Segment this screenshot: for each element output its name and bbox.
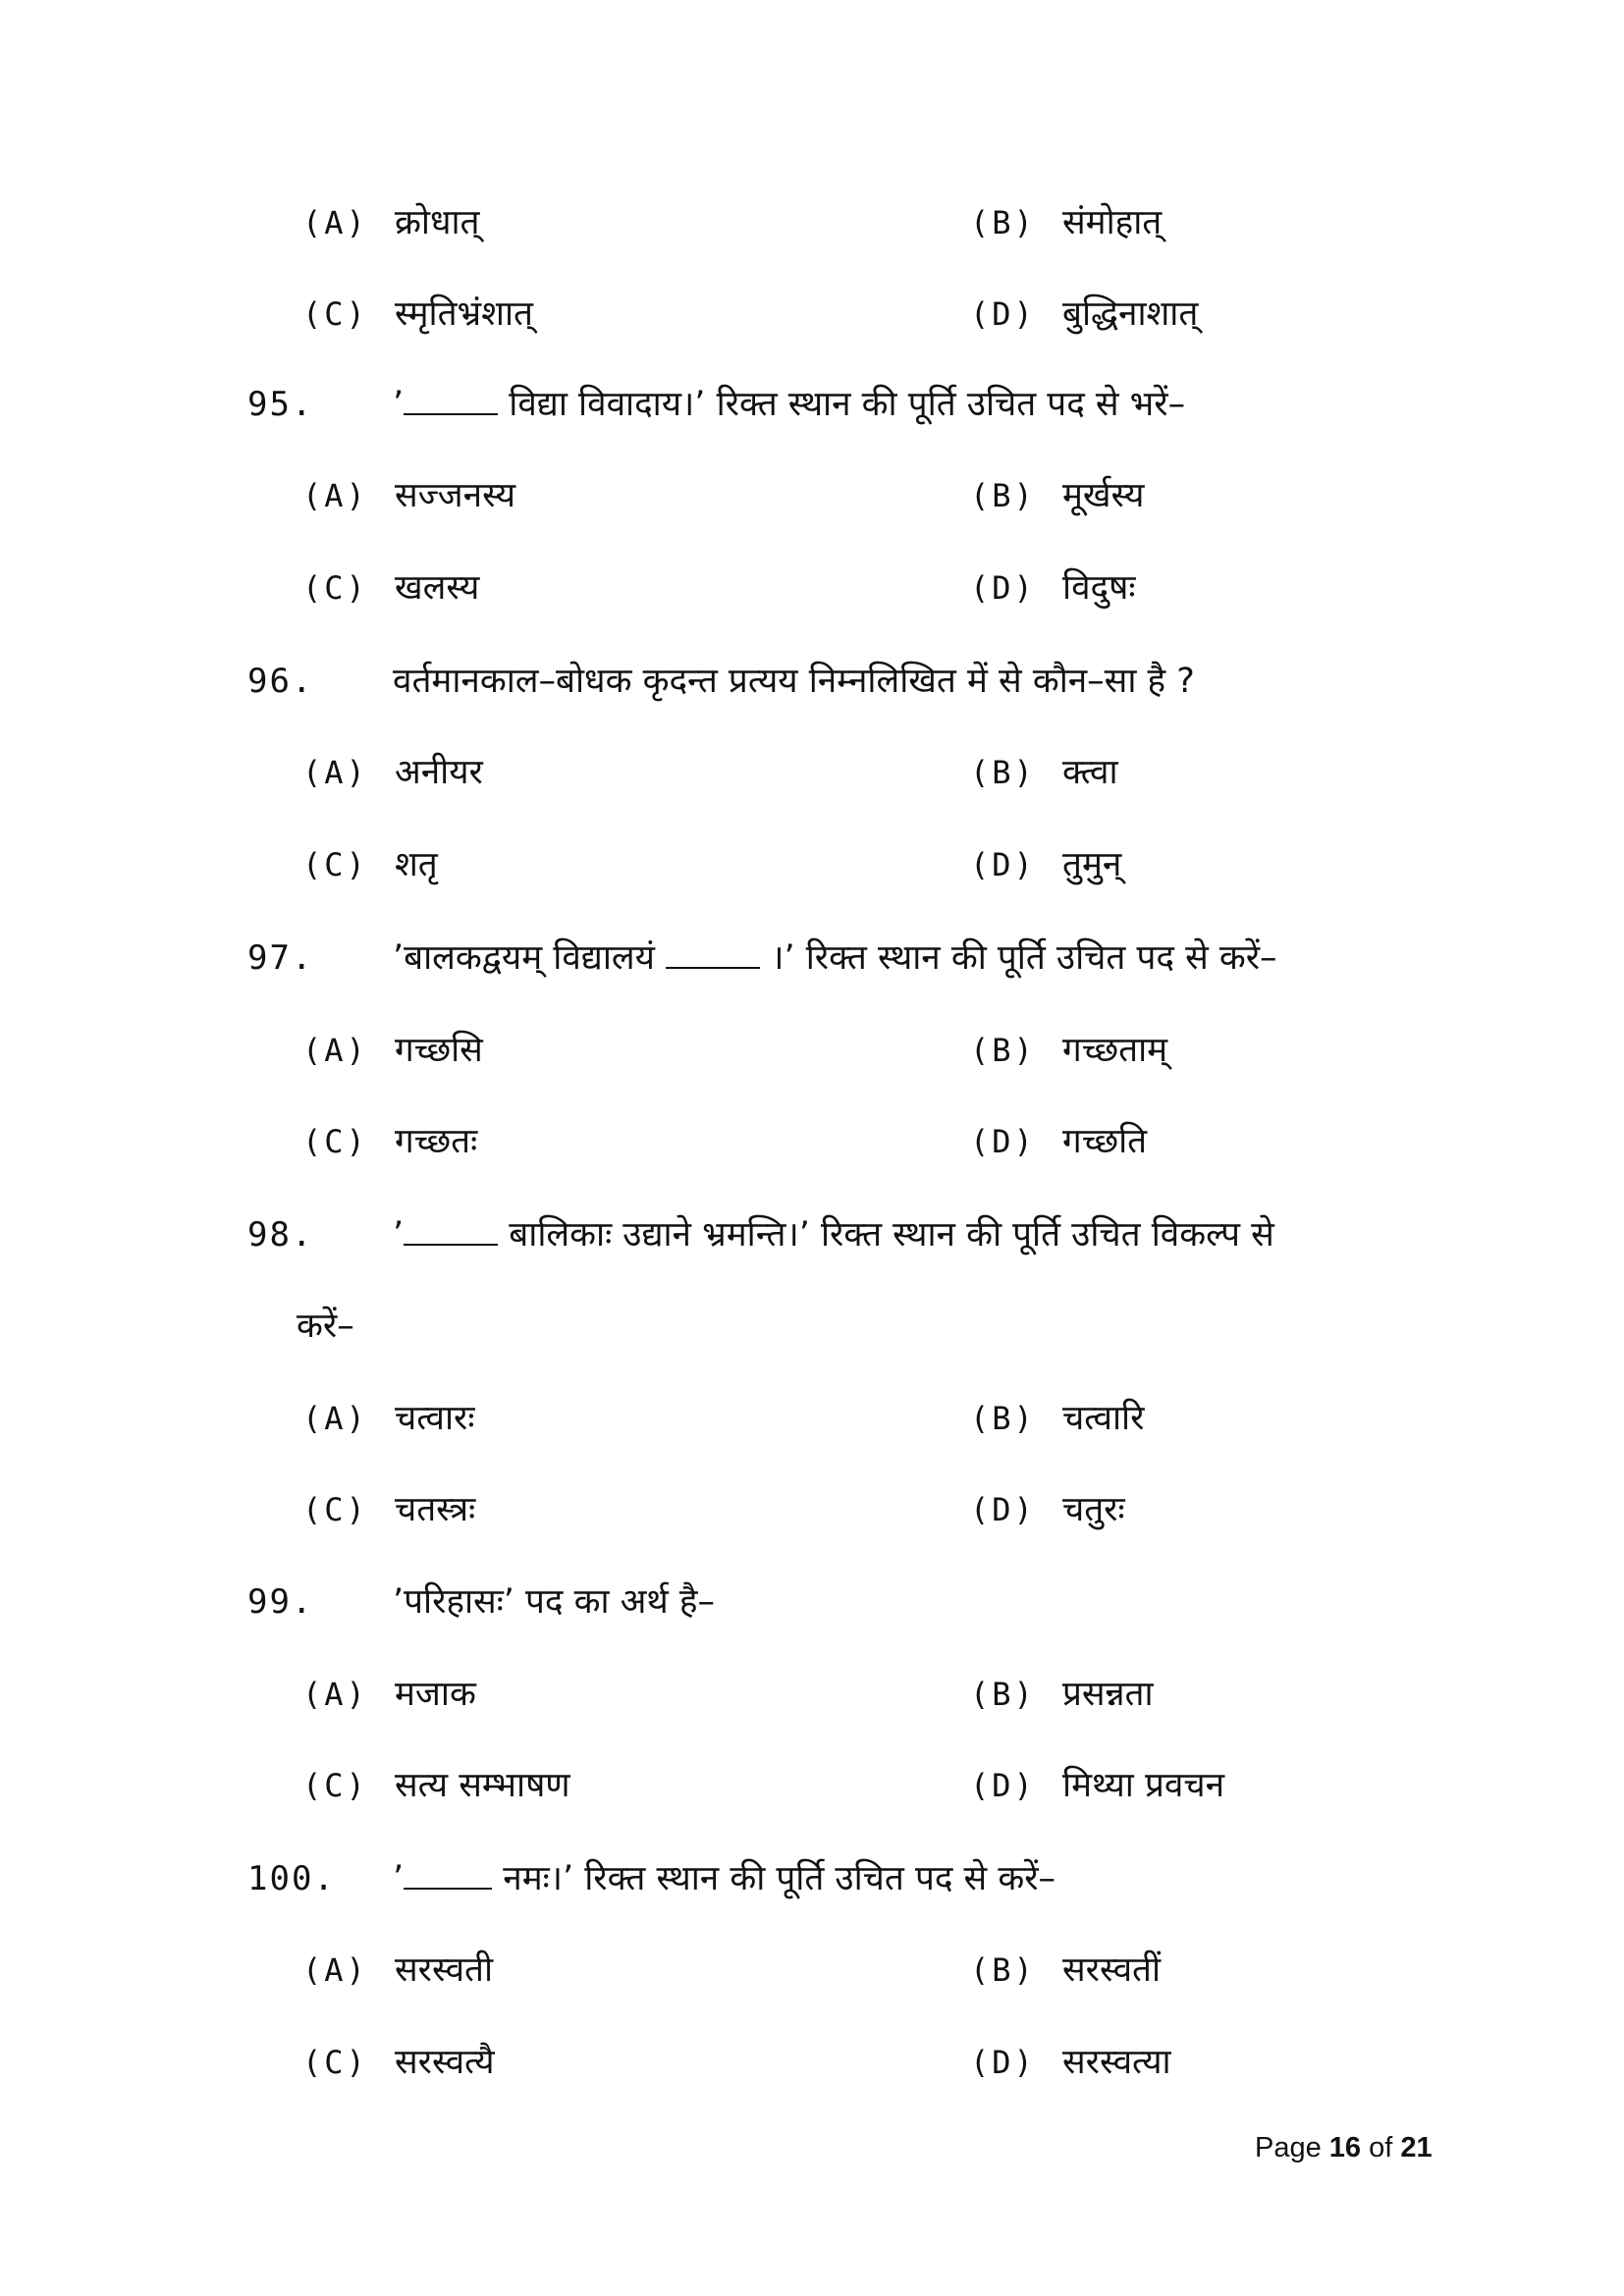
question-number: 100. (247, 1859, 336, 1898)
q94-options-row-1 (0, 193, 1624, 252)
option-text: चत्वारः (395, 1399, 475, 1438)
q99-options-row-2 (0, 1756, 1624, 1815)
option-text: चतुरः (1062, 1490, 1125, 1529)
question-text-after: ।’ रिक्त स्थान की पूर्ति उचित पद से करें– (771, 938, 1277, 978)
q96-question (0, 652, 1624, 711)
q97-options-row-2 (0, 1112, 1624, 1171)
option-text: तुमुन् (1062, 845, 1122, 884)
q99-options-row-1 (0, 1665, 1624, 1724)
option-label: (B) (970, 1951, 1036, 1989)
option-text: चत्वारि (1062, 1399, 1145, 1438)
fill-blank (404, 378, 498, 415)
fill-blank (404, 1852, 492, 1890)
option-label: (B) (970, 1676, 1036, 1713)
option-text: सत्य सम्भाषण (395, 1766, 570, 1805)
question-text (393, 1205, 1274, 1264)
option-text: गच्छति (1062, 1122, 1148, 1161)
current-page-number: 16 (1328, 2132, 1362, 2163)
q95-options-row-2 (0, 559, 1624, 617)
option-label: (A) (302, 1951, 368, 1989)
option-label: (B) (970, 754, 1036, 791)
question-text (393, 929, 1277, 988)
q96-options-row-1 (0, 743, 1624, 802)
question-number: 99. (247, 1582, 314, 1622)
option-label: (C) (302, 1491, 368, 1528)
option-label: (C) (302, 295, 368, 333)
fill-blank (666, 932, 760, 969)
option-text: गच्छसि (395, 1031, 483, 1070)
option-text: क्त्वा (1062, 753, 1118, 792)
open-quote: ’ (393, 1215, 405, 1255)
question-text: वर्तमानकाल–बोधक कृदन्त प्रत्यय निम्नलिखित में से कौन–सा है ? (393, 662, 1195, 701)
option-text: सरस्वती (395, 1950, 494, 1990)
question-text-body: बालिकाः उद्याने भ्रमन्ति।’ रिक्त स्थान की पूर्ति उचित विकल्प से (509, 1215, 1274, 1255)
question-text-before: ’बालकद्वयम् विद्यालयं (393, 938, 655, 978)
question-number: 97. (247, 938, 314, 978)
option-label: (A) (302, 1676, 368, 1713)
q98-question-continued (0, 1297, 1624, 1356)
option-text: मजाक (395, 1675, 476, 1714)
option-label: (C) (302, 1123, 368, 1160)
of-word: of (1369, 2132, 1393, 2163)
option-label: (D) (970, 569, 1036, 607)
question-number: 98. (247, 1215, 314, 1255)
option-label: (D) (970, 2044, 1036, 2081)
option-text: स्मृतिभ्रंशात् (395, 294, 533, 334)
option-text: अनीयर (395, 753, 483, 792)
q96-options-row-2 (0, 835, 1624, 894)
question-text: ’परिहासः’ पद का अर्थ है– (393, 1582, 715, 1622)
option-text: चतस्त्रः (395, 1490, 476, 1529)
option-text: गच्छताम् (1062, 1031, 1168, 1070)
option-label: (A) (302, 204, 368, 241)
option-label: (A) (302, 1400, 368, 1437)
q100-options-row-1 (0, 1941, 1624, 2000)
q97-question (0, 929, 1624, 988)
option-label: (B) (970, 204, 1036, 241)
q94-options-row-2 (0, 285, 1624, 344)
option-label: (C) (302, 1767, 368, 1804)
question-number: 95. (247, 385, 314, 424)
option-text: बुद्धिनाशात् (1062, 294, 1199, 334)
q98-options-row-2 (0, 1480, 1624, 1539)
option-text: खलस्य (395, 568, 480, 608)
q100-question (0, 1849, 1624, 1908)
option-label: (B) (970, 1032, 1036, 1069)
q98-options-row-1 (0, 1389, 1624, 1448)
option-text: क्रोधात् (395, 203, 480, 242)
option-label: (D) (970, 1491, 1036, 1528)
option-label: (D) (970, 295, 1036, 333)
fill-blank (404, 1208, 498, 1246)
question-text (393, 1849, 1056, 1908)
option-text: सरस्वतीं (1062, 1950, 1162, 1990)
q100-options-row-2 (0, 2033, 1624, 2092)
option-label: (D) (970, 846, 1036, 883)
option-label: (A) (302, 477, 368, 514)
page-word: Page (1255, 2132, 1322, 2163)
question-text-continued: करें– (297, 1307, 354, 1346)
q95-question (0, 375, 1624, 434)
option-label: (C) (302, 569, 368, 607)
option-text: विदुषः (1062, 568, 1136, 608)
q99-question (0, 1573, 1624, 1631)
option-text: संमोहात् (1062, 203, 1163, 242)
q97-options-row-1 (0, 1021, 1624, 1080)
option-text: सरस्वत्यै (395, 2043, 495, 2082)
option-text: मूर्खस्य (1062, 476, 1145, 515)
option-label: (C) (302, 846, 368, 883)
option-label: (A) (302, 754, 368, 791)
question-text-body: नमः।’ रिक्त स्थान की पूर्ति उचित पद से करें– (503, 1859, 1056, 1898)
option-label: (B) (970, 1400, 1036, 1437)
option-text: सरस्वत्या (1062, 2043, 1171, 2082)
option-label: (D) (970, 1767, 1036, 1804)
option-text: सज्जनस्य (395, 476, 515, 515)
option-text: शतृ (395, 845, 438, 884)
q98-question (0, 1205, 1624, 1264)
page-footer (1255, 2128, 1433, 2167)
option-label: (A) (302, 1032, 368, 1069)
option-text: गच्छतः (395, 1122, 478, 1161)
option-label: (C) (302, 2044, 368, 2081)
question-text-body: विद्या विवादाय।’ रिक्त स्थान की पूर्ति उचित पद से भरें– (509, 385, 1186, 424)
option-label: (B) (970, 477, 1036, 514)
question-number: 96. (247, 662, 314, 701)
option-text: मिथ्या प्रवचन (1062, 1766, 1225, 1805)
open-quote: ’ (393, 1859, 405, 1898)
open-quote: ’ (393, 385, 405, 424)
total-pages-number: 21 (1400, 2132, 1433, 2163)
q95-options-row-1 (0, 466, 1624, 525)
option-text: प्रसन्नता (1062, 1675, 1154, 1714)
option-label: (D) (970, 1123, 1036, 1160)
question-text (393, 375, 1185, 434)
